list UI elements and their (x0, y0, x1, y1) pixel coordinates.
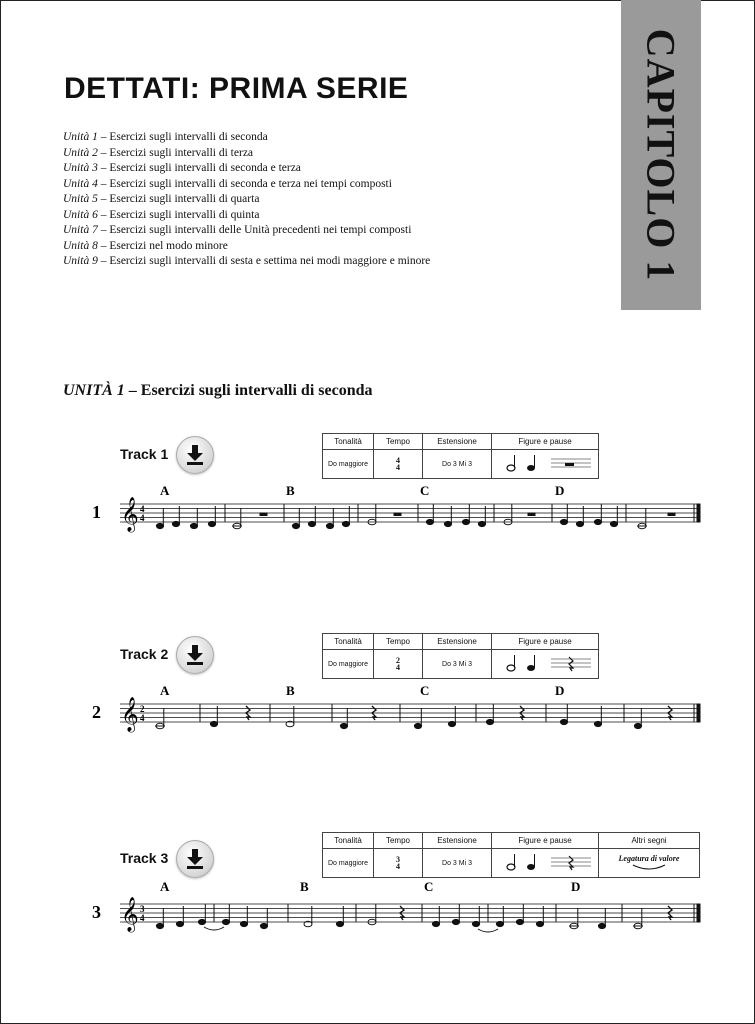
unit-text: – Esercizi sugli intervalli di seconda e terza (97, 162, 301, 174)
unit-text: – Esercizi sugli intervalli di terza (97, 146, 254, 159)
unit-text: – Esercizi sugli intervalli di quarta (97, 193, 260, 205)
exercise-number: 3 (92, 902, 101, 922)
track-label: Track 3 (120, 850, 169, 866)
staff-svg (0, 878, 755, 948)
unit-text: – Esercizi nel modo minore (97, 239, 228, 252)
other-signs-cell (599, 849, 700, 878)
header-tonalita: Tonalità (323, 434, 374, 450)
unit-number: Unità 2 (63, 146, 98, 159)
range-cell: Do 3 Mi 3 (423, 650, 492, 679)
unit-item (63, 161, 430, 177)
header-tempo: Tempo (374, 634, 423, 650)
section-letter: B (286, 683, 295, 698)
unit-item (63, 208, 430, 224)
meter-top: 3 (396, 854, 400, 864)
range-cell: Do 3 Mi 3 (423, 849, 492, 878)
notes (155, 704, 700, 729)
header-tempo: Tempo (374, 833, 423, 849)
header-tonalita: Tonalità (323, 833, 374, 849)
header-altri: Altri segni (599, 833, 700, 849)
staff-svg (0, 678, 755, 748)
section-text: – Esercizi sugli intervalli di seconda (124, 382, 373, 399)
key-cell: Do maggiore (323, 849, 374, 878)
section-letter: D (571, 879, 581, 894)
meter-cell (374, 849, 423, 878)
track-3-info-table (322, 832, 700, 878)
unit-item (63, 177, 430, 193)
exercise-number: 2 (92, 702, 101, 722)
figures-cell (492, 849, 599, 878)
download-icon (185, 444, 205, 466)
unit-number: Unità 9 (63, 255, 98, 267)
meter-bottom: 4 (140, 713, 145, 723)
note-figures-icon (495, 651, 595, 675)
track-1-info-table (322, 433, 599, 479)
treble-clef-icon: 𝄞 (121, 697, 139, 732)
note-figures-icon (495, 850, 595, 874)
download-button[interactable] (176, 636, 214, 674)
unit-number: Unità 3 (63, 162, 98, 174)
page-title: DETTATI: PRIMA SERIE (64, 72, 409, 105)
unit-text: – Esercizi sugli intervalli di quinta (97, 208, 260, 221)
section-letter: B (300, 879, 309, 894)
chapter-tab (621, 0, 701, 310)
figures-cell (492, 450, 599, 479)
track-3-staff (0, 878, 755, 948)
track-1-staff (0, 478, 755, 548)
key-cell: Do maggiore (323, 650, 374, 679)
header-figure: Figure e pause (492, 434, 599, 450)
unit-item (63, 130, 430, 146)
download-button[interactable] (176, 840, 214, 878)
header-tempo: Tempo (374, 434, 423, 450)
section-letter: D (555, 483, 565, 498)
meter-top: 2 (396, 655, 400, 665)
unit-item (63, 192, 430, 208)
unit-list (63, 130, 430, 270)
meter-bottom: 4 (396, 662, 400, 672)
unit-number: Unità 4 (63, 177, 98, 190)
unit-number: Unità 7 (63, 224, 98, 236)
track-label: Track 1 (120, 446, 169, 462)
figures-cell (492, 650, 599, 679)
staff-svg (0, 478, 755, 548)
unit-number: Unità 1 (63, 131, 98, 143)
notes (156, 504, 700, 529)
key-cell: Do maggiore (323, 450, 374, 479)
unit-number: Unità 5 (63, 193, 98, 205)
download-button[interactable] (176, 436, 214, 474)
meter-cell (374, 650, 423, 679)
header-tonalita: Tonalità (323, 634, 374, 650)
track-2-info-table (322, 633, 599, 679)
header-estensione: Estensione (423, 434, 492, 450)
meter-top: 4 (140, 504, 145, 514)
track-label: Track 2 (120, 646, 169, 662)
header-figure: Figure e pause (492, 833, 599, 849)
section-letter: A (160, 683, 170, 698)
chapter-label: CAPITOLO 1 (638, 28, 684, 282)
unit-item (63, 254, 430, 270)
treble-clef-icon: 𝄞 (121, 897, 139, 932)
meter-top: 2 (140, 704, 145, 714)
section-letter: C (424, 879, 434, 894)
section-letter: C (420, 683, 430, 698)
unit-number: Unità 6 (63, 208, 98, 221)
header-figure: Figure e pause (492, 634, 599, 650)
unit-text: – Esercizi sugli intervalli di seconda e terza nei tempi composti (97, 177, 392, 190)
tie-icon (629, 863, 669, 871)
download-icon (185, 848, 205, 870)
unit-item (63, 239, 430, 255)
unit-item (63, 223, 430, 239)
section-letter: C (420, 483, 430, 498)
header-estensione: Estensione (423, 634, 492, 650)
unit-text: – Esercizi sugli intervalli delle Unità precedenti nei tempi composti (97, 224, 412, 236)
section-title (63, 382, 372, 400)
meter-bottom: 4 (396, 861, 400, 871)
header-estensione: Estensione (423, 833, 492, 849)
section-unit: UNITÀ 1 (63, 382, 125, 399)
unit-item (63, 146, 430, 162)
note-figures-icon (495, 451, 595, 475)
range-cell: Do 3 Mi 3 (423, 450, 492, 479)
section-letter: D (555, 683, 565, 698)
section-letter: B (286, 483, 295, 498)
meter-cell (374, 450, 423, 479)
meter-bottom: 4 (140, 913, 145, 923)
track-2-staff (0, 678, 755, 748)
legato-label: Legatura di valore (618, 853, 680, 863)
treble-clef-icon: 𝄞 (121, 497, 139, 532)
exercise-number: 1 (92, 502, 101, 522)
unit-text: – Esercizi sugli intervalli di sesta e settima nei modi maggiore e minore (97, 255, 431, 267)
unit-text: – Esercizi sugli intervalli di seconda (97, 131, 268, 143)
meter-bottom: 4 (140, 513, 145, 523)
meter-bottom: 4 (396, 462, 400, 472)
section-letter: A (160, 879, 170, 894)
meter-top: 3 (140, 904, 145, 914)
meter-top: 4 (396, 455, 400, 465)
download-icon (185, 644, 205, 666)
section-letter: A (160, 483, 170, 498)
unit-number: Unità 8 (63, 239, 98, 252)
